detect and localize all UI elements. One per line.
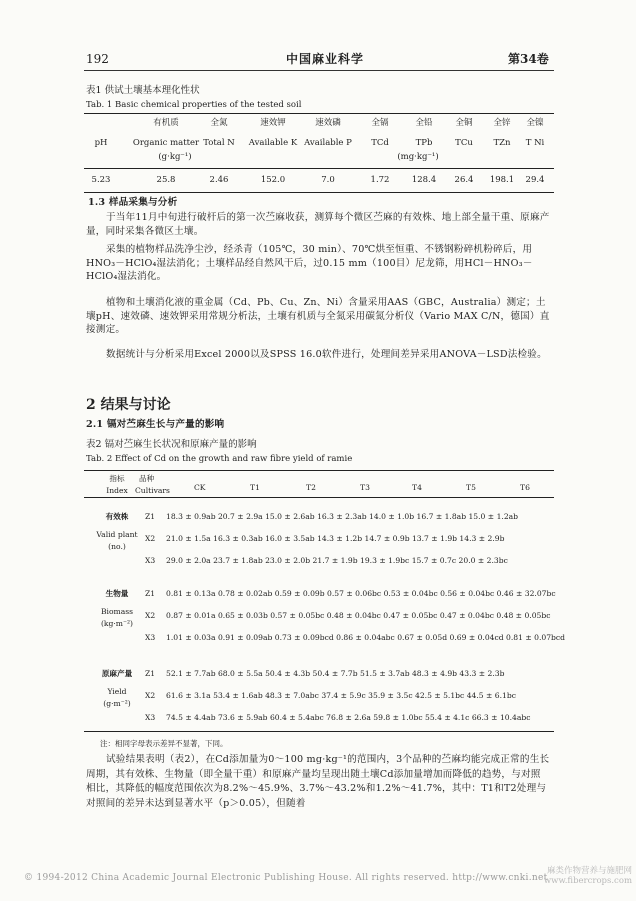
table1-col-en-7: TCu — [455, 138, 473, 148]
table2-row-values: 29.0 ± 2.0a 23.7 ± 1.8ab 23.0 ± 2.0b 21.7 ± 1.9b 19.3 ± 1.9bc 15.7 ± 0.7c 20.0 ± 2.3bc — [166, 556, 508, 565]
journal-title: 中国麻业科学 — [286, 52, 365, 66]
table2-cultivar: Z1 — [145, 589, 156, 598]
table2-cultivar: X3 — [145, 556, 156, 565]
table2-treatment-t3: T3 — [360, 483, 370, 492]
table1-col-en-8: TZn — [493, 138, 511, 148]
table1-caption-en: Tab. 1 Basic chemical properties of the tested soil — [86, 100, 302, 110]
section-2-heading: 2 结果与讨论 — [86, 397, 171, 413]
table2-treatment-ck: CK — [194, 483, 206, 492]
table1-col-en-9: T Ni — [525, 138, 545, 148]
table2-row-values: 18.3 ± 0.9ab 20.7 ± 2.9a 15.0 ± 2.6ab 16.3 ± 2.3ab 14.0 ± 1.0b 16.7 ± 1.8ab 15.0 ± 1.2ab — [166, 512, 519, 521]
table1-value-9: 29.4 — [525, 175, 545, 185]
table1-value-2: 2.46 — [209, 175, 229, 185]
table2-caption-cn: 表2 镉对苎麻生长状况和原麻产量的影响 — [86, 439, 257, 450]
table1-col-en-1: Organic matter — [132, 138, 200, 148]
table1-col-cn-6: 全铅 — [415, 118, 433, 128]
table2-cultivar: Z1 — [145, 512, 156, 521]
table2-cultivar: X3 — [145, 633, 156, 642]
paragraph-sample-prep: 采集的植物样品洗净尘沙，经杀青（105℃，30 min）、70℃烘至恒重、不锈钢粉碎机粉碎后，用HNO₃－HClO₄湿法消化；土壤样品经自然风干后，过0.15 mm（100目）尼龙筛，用HCl－HNO₃－HClO₄湿法消化。 — [86, 244, 533, 282]
table1-value-6: 128.4 — [411, 175, 437, 185]
paragraph-harvest: 于当年11月中旬进行破杆后的第一次苎麻收获，测算每个微区苎麻的有效株、地上部全量干重、原麻产量，同时采集各微区土壤。 — [86, 212, 550, 237]
table1-col-cn-2: 全氮 — [210, 118, 228, 128]
table2-cultivar: Z1 — [145, 669, 156, 678]
section-1-3-heading: 1.3 样品采集与分析 — [88, 197, 178, 208]
table1-col-cn-8: 全锌 — [493, 118, 511, 128]
table2-row-values: 61.6 ± 3.1a 53.4 ± 1.6ab 48.3 ± 7.0abc 37.4 ± 5.9c 35.9 ± 3.5c 42.5 ± 5.1bc 44.5 ± 6.1bc — [166, 691, 516, 700]
table2-cultivar: X2 — [145, 691, 156, 700]
table1-col-cn-1: 有机质 — [153, 118, 179, 128]
table1-value-7: 26.4 — [454, 175, 474, 185]
table1-unit-left: (g·kg⁻¹) — [158, 152, 192, 162]
table2-index-en-2: Yield — [107, 687, 127, 696]
table1-col-en-5: TCd — [371, 138, 389, 148]
table2-index-en-0: Valid plant — [96, 530, 138, 539]
table1-col-en-6: TPb — [415, 138, 433, 148]
table1-col-cn-5: 全镉 — [371, 118, 389, 128]
table1-col-cn-9: 全镍 — [526, 118, 544, 128]
table1-col-en-2: Total N — [203, 138, 235, 148]
paragraph-heavy-metal: 植物和土壤消化液的重金属（Cd、Pb、Cu、Zn、Ni）含量采用AAS（GBC，Australia）测定；土壤pH、速效磷、速效钾采用常规分析法，土壤有机质与全氮采用碳氮分析仪（Vario MAX C/N，德国）直接测定。 — [86, 297, 550, 335]
table2-row-values: 0.87 ± 0.01a 0.65 ± 0.03b 0.57 ± 0.05bc 0.48 ± 0.04bc 0.47 ± 0.05bc 0.47 ± 0.04bc 0.48 ± 0.05bc — [166, 611, 551, 620]
table2-head-cultivar-en: Cultivars — [135, 486, 170, 495]
watermark-en: www.fibercrops.com — [543, 876, 632, 886]
table2-note: 注：相同字母表示差异不显著，下同。 — [100, 739, 228, 748]
table1-unit-right: (mg·kg⁻¹) — [397, 152, 439, 162]
table2-index-cn-0: 有效株 — [105, 512, 129, 521]
table1-value-4: 7.0 — [321, 175, 335, 185]
table2-index-cn-2: 原麻产量 — [101, 669, 133, 678]
table2-treatment-t5: T5 — [466, 483, 476, 492]
table2-cultivar: X3 — [145, 713, 156, 722]
table1-col-en-4: Available P — [304, 138, 352, 148]
table2-caption-en: Tab. 2 Effect of Cd on the growth and raw fibre yield of ramie — [86, 454, 353, 464]
table1-value-5: 1.72 — [370, 175, 390, 185]
table1-col-en-0: pH — [94, 138, 108, 148]
page-number: 192 — [86, 52, 109, 66]
table1-value-3: 152.0 — [260, 175, 286, 185]
watermark-cn: 麻类作物营养与施肥网 — [546, 866, 632, 876]
table2-treatment-t2: T2 — [306, 483, 316, 492]
copyright-footer: © 1994-2012 China Academic Journal Electronic Publishing House. All rights reserved. http://www.cnki.net — [24, 873, 548, 883]
volume-label: 第34卷 — [508, 52, 549, 66]
table2-row-values: 74.5 ± 4.4ab 73.6 ± 5.9ab 60.4 ± 5.4abc 76.8 ± 2.6a 59.8 ± 1.0bc 55.4 ± 4.1c 66.3 ± 10.4abc — [166, 713, 531, 722]
table1-col-cn-7: 全铜 — [455, 118, 473, 128]
table2-head-index-en: Index — [106, 486, 128, 495]
table2-cultivar: X2 — [145, 534, 156, 543]
table2-index-unit-2: (g·m⁻²) — [103, 699, 131, 708]
table1-col-en-3: Available K — [248, 138, 298, 148]
table1-caption-cn: 表1 供试土壤基本理化性状 — [86, 85, 200, 96]
table2-head-cultivar-cn: 品种 — [139, 474, 155, 483]
table2-index-cn-1: 生物量 — [105, 589, 129, 598]
table2-treatment-t4: T4 — [412, 483, 422, 492]
table1-col-cn-3: 速效钾 — [260, 118, 286, 128]
table2-row-values: 21.0 ± 1.5a 16.3 ± 0.3ab 16.0 ± 3.5ab 14.3 ± 1.2b 14.7 ± 0.9b 13.7 ± 1.9b 14.3 ± 2.9b — [166, 534, 505, 543]
watermark — [508, 866, 632, 886]
table2-head-index-cn: 指标 — [109, 474, 125, 483]
paragraph-statistics: 数据统计与分析采用Excel 2000以及SPSS 16.0软件进行，处理间差异采用ANOVA－LSD法检验。 — [106, 349, 547, 360]
table2-row-values: 52.1 ± 7.7ab 68.0 ± 5.5a 50.4 ± 4.3b 50.4 ± 7.7b 51.5 ± 3.7ab 48.3 ± 4.9b 43.3 ± 2.3b — [166, 669, 505, 678]
table1-value-8: 198.1 — [489, 175, 515, 185]
table1-col-cn-4: 速效磷 — [315, 118, 341, 128]
section-2-1-heading: 2.1 镉对苎麻生长与产量的影响 — [86, 419, 225, 430]
table2-index-en-1: Biomass — [100, 607, 134, 616]
table2-bottom-rule — [84, 731, 554, 732]
table2-index-unit-0: (no.) — [108, 542, 126, 551]
table2-treatment-t6: T6 — [520, 483, 530, 492]
table2-treatment-t1: T1 — [250, 483, 260, 492]
table2-cultivar: X2 — [145, 611, 156, 620]
table2-index-unit-1: (kg·m⁻²) — [100, 619, 134, 628]
table1-value-1: 25.8 — [156, 175, 176, 185]
paragraph-results: 试验结果表明（表2），在Cd添加量为0～100 mg·kg⁻¹的范围内，3个品种的苎麻均能完成正常的生长周期，其有效株、生物量（即全量干重）和原麻产量均呈现出随土壤Cd添加量增加而降低的趋势，与对照相比，其降低的幅度范围依次为8.2%～45.9%、3.7%～43.2%和1.2%～41.7%，其中：T1和T2处理与对照间的差异未达到显著水平（p＞0.05），但随着 — [86, 754, 550, 809]
table1-value-0: 5.23 — [91, 175, 111, 185]
table2-row-values: 1.01 ± 0.03a 0.91 ± 0.09ab 0.73 ± 0.09bcd 0.86 ± 0.04abc 0.67 ± 0.05d 0.69 ± 0.04cd 0.81 ± 0.07bcd — [166, 633, 566, 642]
table2-row-values: 0.81 ± 0.13a 0.78 ± 0.02ab 0.59 ± 0.09b 0.57 ± 0.06bc 0.53 ± 0.04bc 0.56 ± 0.04bc 0.46 ± 32.07bc — [166, 589, 556, 598]
table2-mid-rule — [84, 497, 554, 498]
